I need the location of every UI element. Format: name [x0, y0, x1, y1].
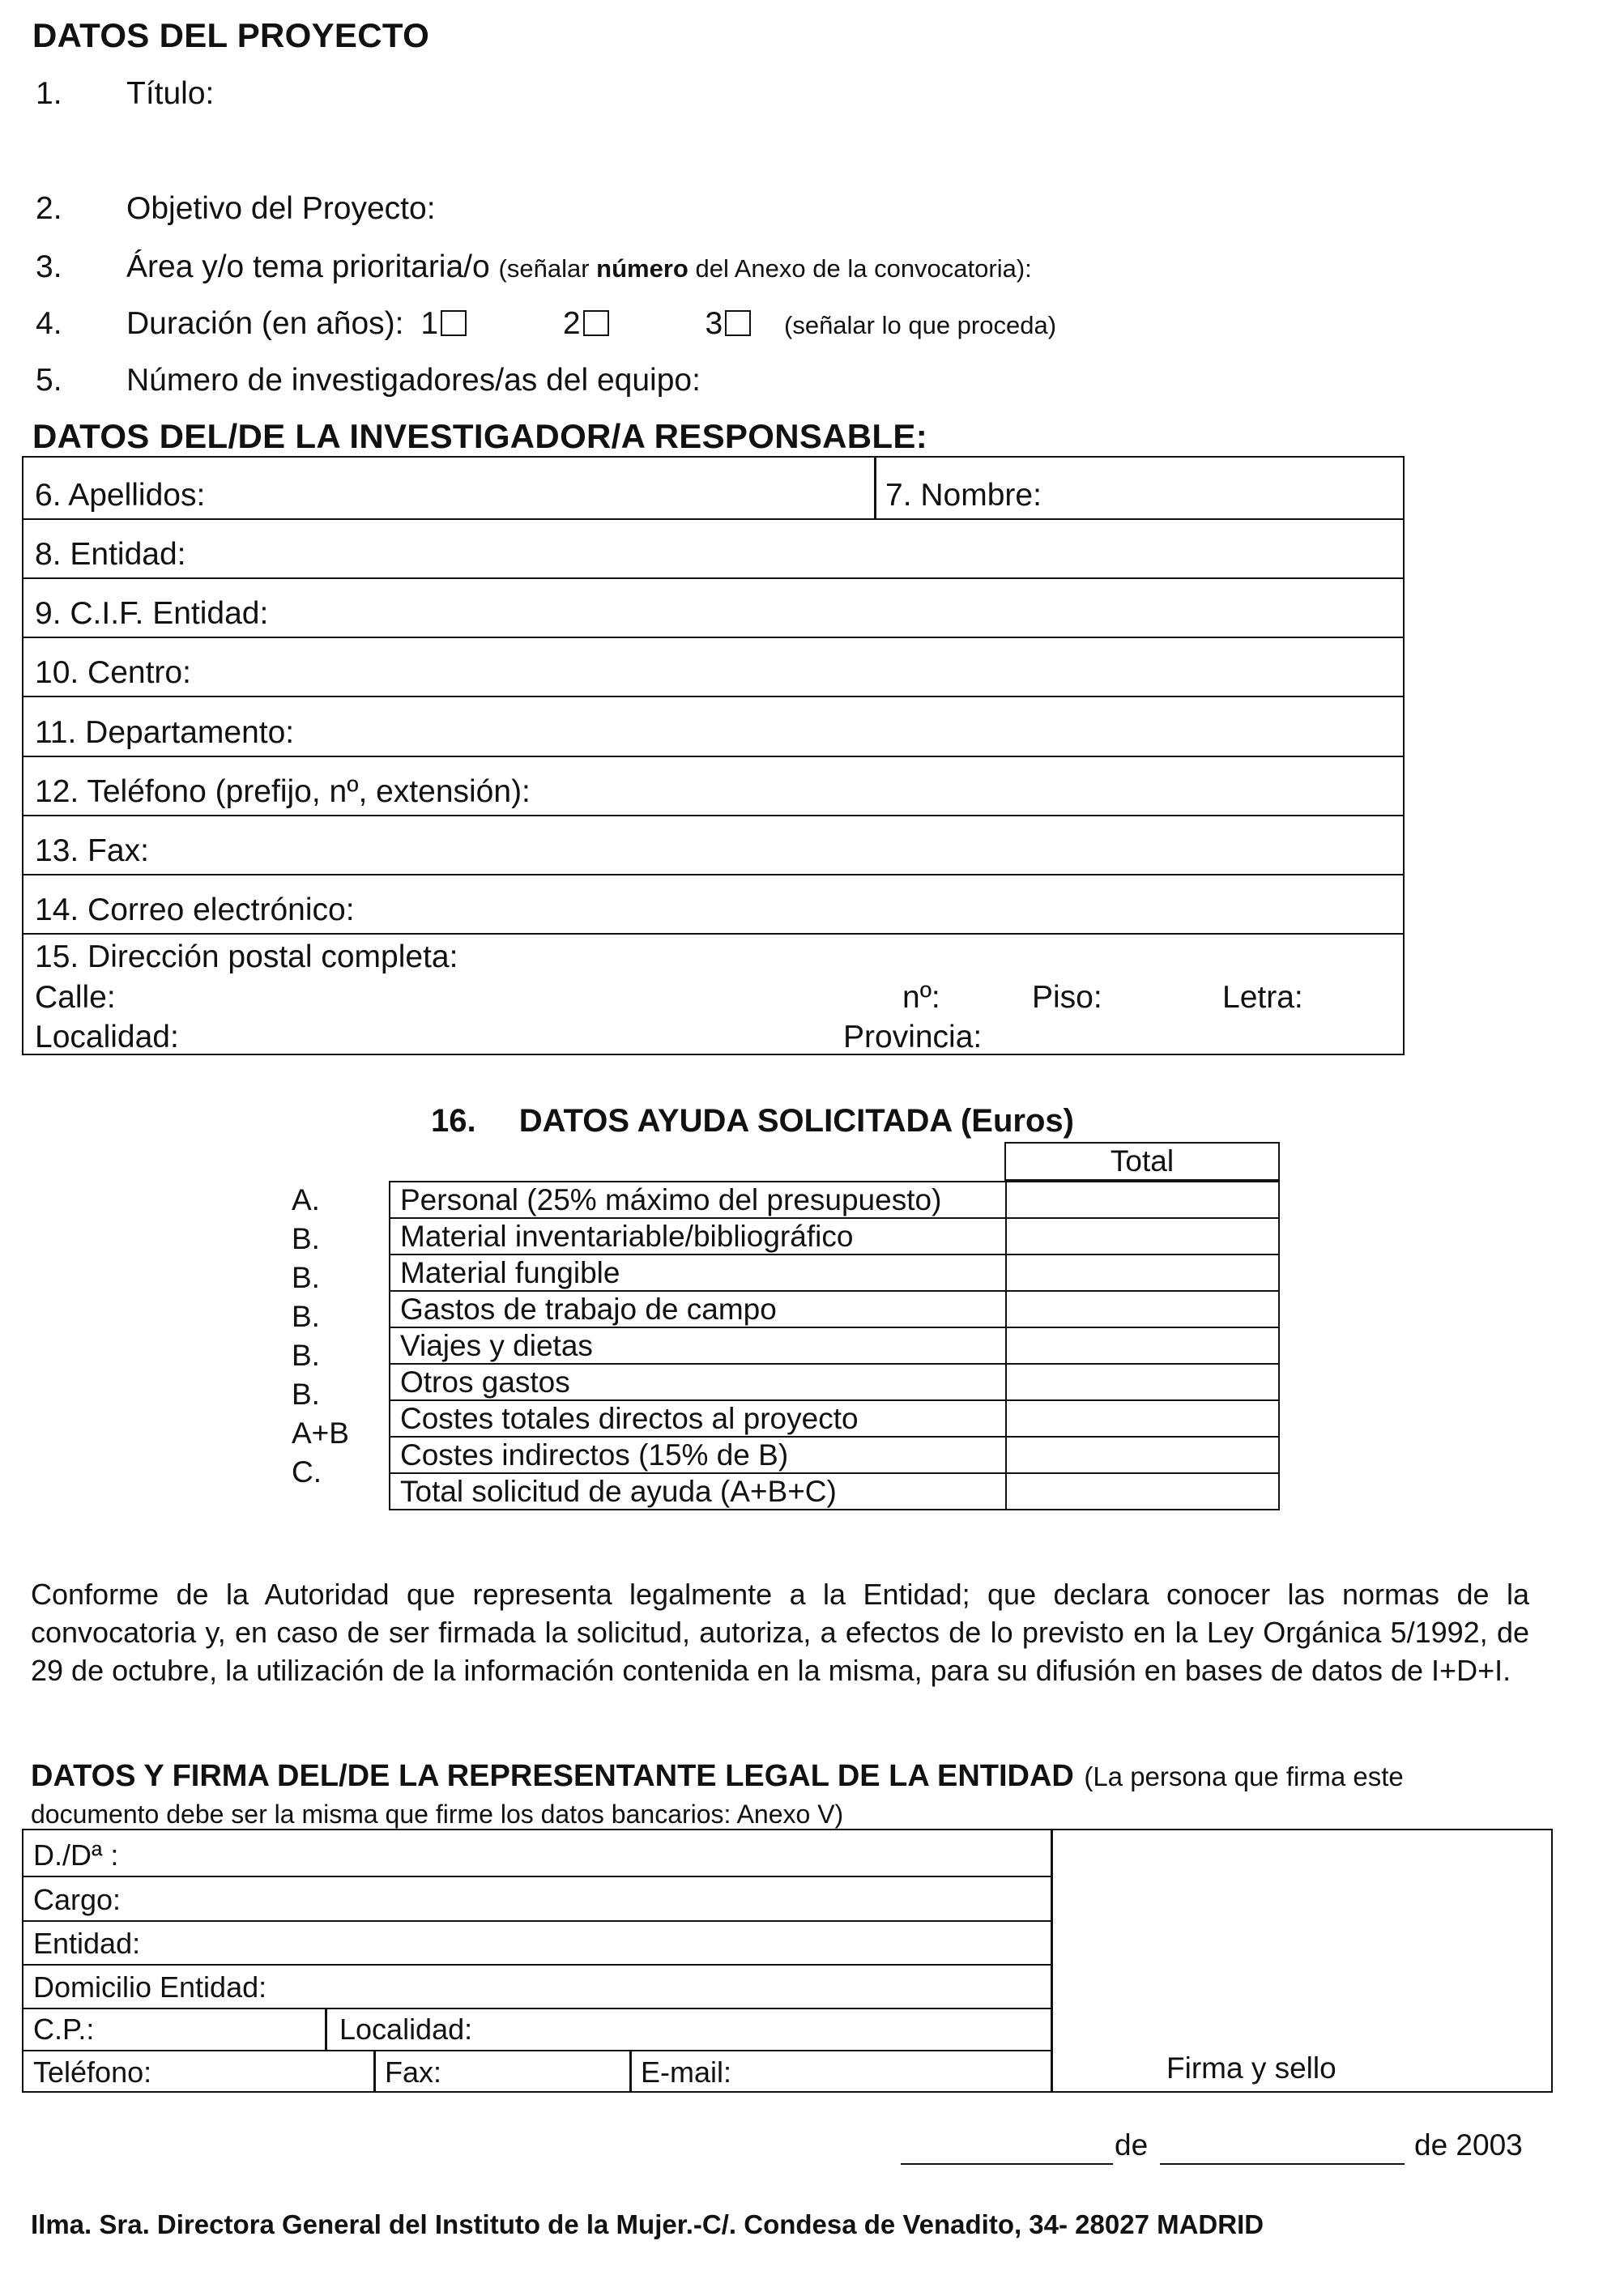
declaration-paragraph: Conforme de la Autoridad que representa legalmente a la Entidad; que declara conocer las normas de la convocatoria y, en caso de ser firmada la solicitud, autoriza, a efectos de lo previsto en la Ley Orgánica 5/1992, de 29 de octubre, la utilización de la información contenida en la misma, para su difusión en bases de datos de I+D+I. — [31, 1578, 1529, 1687]
footer-address: Ilma. Sra. Directora General del Instituto de la Mujer.-C/. Condesa de Venadito, 34- 28027 MADRID — [31, 2209, 1264, 2239]
calle-field[interactable]: Calle: — [35, 980, 116, 1015]
table-row — [390, 1473, 1279, 1510]
piso-field[interactable]: Piso: — [1032, 980, 1102, 1015]
item-number: 5. — [36, 363, 62, 398]
total-cell[interactable] — [1006, 1254, 1279, 1291]
project-heading: DATOS DEL PROYECTO — [32, 16, 430, 54]
objective-label: Objetivo del Proyecto: — [126, 191, 436, 226]
area-note-end: del Anexo de la convocatoria): — [688, 254, 1032, 283]
row-direccion — [23, 935, 1403, 1056]
duration-label: Duración (en años): — [126, 306, 404, 341]
project-item-title — [36, 76, 1494, 117]
legal-heading-text: DATOS Y FIRMA DEL/DE LA REPRESENTANTE LEGAL DE LA ENTIDAD — [31, 1759, 1074, 1793]
duration-note: (señalar lo que proceda) — [784, 311, 1057, 339]
checkbox[interactable] — [583, 310, 609, 336]
option-label: 3 — [705, 306, 723, 341]
apellidos-field[interactable]: 6. Apellidos: — [35, 478, 206, 513]
localidad-field[interactable]: Localidad: — [35, 1020, 179, 1054]
row-departamento — [23, 697, 1403, 757]
fax-field[interactable]: 13. Fax: — [35, 833, 149, 868]
table-row — [390, 1327, 1279, 1364]
concept-cell: Costes indirectos (15% de B) — [390, 1437, 1006, 1473]
total-cell[interactable] — [1006, 1400, 1279, 1437]
row-domicilio — [23, 1966, 1051, 2009]
duration-option-1[interactable] — [420, 306, 467, 341]
duration-option-3[interactable] — [705, 306, 751, 341]
domicilio-field[interactable]: Domicilio Entidad: — [33, 1970, 267, 2004]
row-apellidos-nombre — [23, 458, 1403, 520]
dd-field[interactable]: D./Dª : — [33, 1838, 119, 1872]
project-item-duration — [36, 306, 1575, 347]
area-label: Área y/o tema prioritaria/o — [126, 249, 490, 284]
concept-cell: Costes totales directos al proyecto — [390, 1400, 1006, 1437]
row-letter: B. — [292, 1378, 320, 1411]
table-row — [390, 1364, 1279, 1400]
budget-table — [389, 1181, 1280, 1510]
month-blank-line[interactable] — [1160, 2163, 1405, 2165]
concept-cell: Material inventariable/bibliográfico — [390, 1218, 1006, 1254]
total-cell[interactable] — [1006, 1291, 1279, 1327]
table-row — [390, 1254, 1279, 1291]
area-note-bold: número — [596, 254, 688, 283]
row-letter: B. — [292, 1261, 320, 1294]
concept-cell: Otros gastos — [390, 1364, 1006, 1400]
provincia-field[interactable]: Provincia: — [843, 1020, 983, 1054]
table-row — [390, 1400, 1279, 1437]
row-fax — [23, 816, 1403, 875]
entidad-field[interactable]: 8. Entidad: — [35, 537, 186, 572]
item-number: 4. — [36, 306, 62, 341]
duration-option-2[interactable] — [563, 306, 609, 341]
budget-heading — [431, 1103, 1074, 1139]
letra-field[interactable]: Letra: — [1222, 980, 1303, 1015]
concept-cell: Personal (25% máximo del presupuesto) — [390, 1182, 1006, 1218]
cp-field[interactable]: C.P.: — [33, 2013, 95, 2046]
email-field[interactable]: E-mail: — [641, 2055, 732, 2089]
legal-heading-note: (La persona que firma este — [1084, 1761, 1404, 1791]
project-item-team — [36, 363, 1494, 403]
table-row — [390, 1182, 1279, 1218]
concept-cell: Total solicitud de ayuda (A+B+C) — [390, 1473, 1006, 1510]
telefono-field[interactable]: Teléfono: — [33, 2055, 152, 2089]
signature-label: Firma y sello — [1166, 2051, 1336, 2085]
table-row — [390, 1218, 1279, 1254]
project-item-area — [36, 249, 1575, 290]
total-cell[interactable] — [1006, 1182, 1279, 1218]
area-note: (señalar — [498, 254, 597, 283]
item-number: 1. — [36, 76, 62, 111]
concept-cell: Gastos de trabajo de campo — [390, 1291, 1006, 1327]
row-dd — [23, 1830, 1051, 1877]
localidad-field[interactable]: Localidad: — [339, 2013, 473, 2046]
row-correo — [23, 875, 1403, 935]
row-centro — [23, 638, 1403, 697]
total-cell[interactable] — [1006, 1473, 1279, 1510]
row-cp-localidad — [23, 2009, 1051, 2051]
project-item-objective — [36, 191, 1494, 232]
nombre-field[interactable]: 7. Nombre: — [885, 478, 1042, 513]
concept-cell: Viajes y dietas — [390, 1327, 1006, 1364]
entidad-field[interactable]: Entidad: — [33, 1927, 141, 1960]
budget-heading-text: DATOS AYUDA SOLICITADA (Euros) — [518, 1103, 1074, 1139]
option-label: 2 — [562, 306, 581, 341]
row-entidad — [23, 520, 1403, 579]
date-de-1: de — [1115, 2128, 1149, 2162]
total-cell[interactable] — [1006, 1218, 1279, 1254]
item-number: 3. — [36, 249, 62, 284]
total-cell[interactable] — [1006, 1327, 1279, 1364]
row-letter: C. — [292, 1455, 322, 1489]
item-number: 2. — [36, 191, 62, 226]
correo-field[interactable]: 14. Correo electrónico: — [35, 892, 355, 927]
row-telefono — [23, 757, 1403, 816]
researcher-heading: DATOS DEL/DE LA INVESTIGADOR/A RESPONSABLE: — [32, 417, 927, 455]
row-letter: A. — [292, 1183, 320, 1216]
direccion-label: 15. Dirección postal completa: — [35, 939, 458, 974]
table-row — [390, 1437, 1279, 1473]
day-blank-line[interactable] — [901, 2163, 1113, 2165]
total-cell[interactable] — [1006, 1364, 1279, 1400]
row-cif — [23, 579, 1403, 638]
team-label: Número de investigadores/as del equipo: — [126, 363, 701, 398]
checkbox[interactable] — [441, 310, 467, 336]
cargo-field[interactable]: Cargo: — [33, 1883, 122, 1916]
centro-field[interactable]: 10. Centro: — [35, 655, 191, 690]
legal-heading — [31, 1759, 1537, 1794]
row-letter: B. — [292, 1339, 320, 1372]
cif-field[interactable]: 9. C.I.F. Entidad: — [35, 596, 269, 631]
row-contact — [23, 2051, 1051, 2093]
total-column-header: Total — [1004, 1142, 1280, 1181]
option-label: 1 — [420, 306, 439, 341]
numero-field[interactable]: nº: — [902, 980, 940, 1015]
table-row — [390, 1291, 1279, 1327]
total-cell[interactable] — [1006, 1437, 1279, 1473]
checkbox[interactable] — [725, 310, 751, 336]
legal-heading-note-2: documento debe ser la misma que firme los datos bancarios: Anexo V) — [31, 1800, 844, 1829]
telefono-field[interactable]: 12. Teléfono (prefijo, nº, extensión): — [35, 774, 531, 809]
row-letter: B. — [292, 1300, 320, 1333]
concept-cell: Material fungible — [390, 1254, 1006, 1291]
budget-heading-number: 16. — [431, 1103, 476, 1139]
row-cargo — [23, 1877, 1051, 1922]
date-year: de 2003 — [1414, 2128, 1523, 2162]
row-letter: A+B — [292, 1416, 349, 1450]
fax-field[interactable]: Fax: — [385, 2055, 442, 2089]
researcher-table — [22, 456, 1405, 1055]
departamento-field[interactable]: 11. Departamento: — [35, 715, 295, 750]
title-label: Título: — [126, 76, 215, 111]
row-letter: B. — [292, 1222, 320, 1255]
row-entidad — [23, 1922, 1051, 1966]
